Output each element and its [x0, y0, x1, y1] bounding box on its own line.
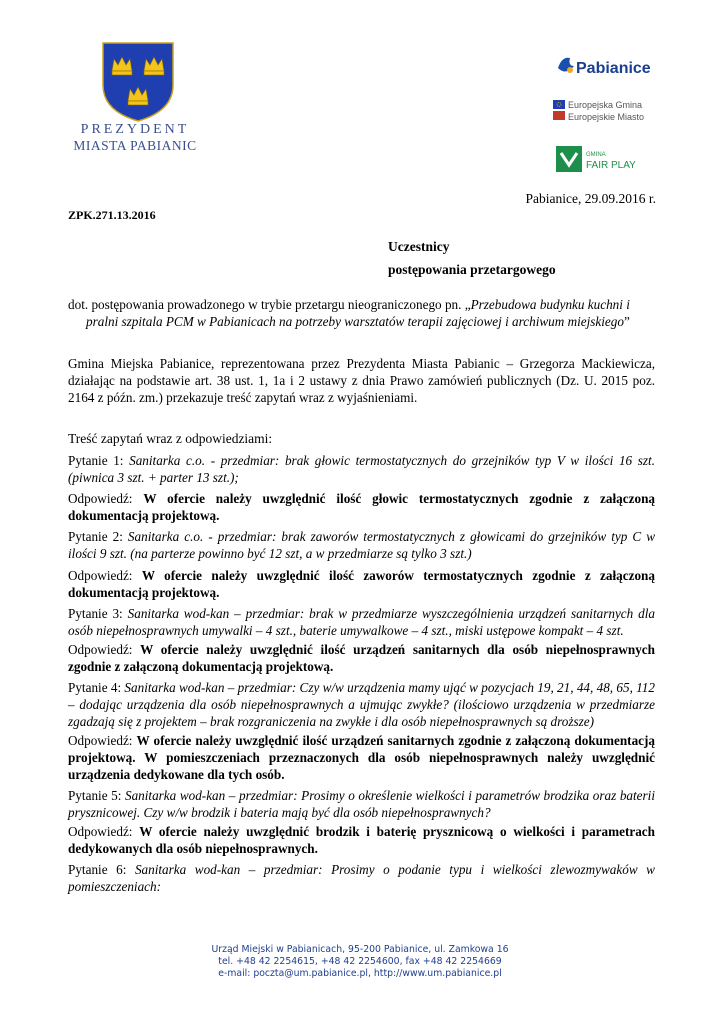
question: [68, 605, 655, 639]
question: [68, 861, 655, 895]
addressee-line2: postępowania przetargowego: [388, 262, 556, 277]
qa-item: [68, 679, 655, 783]
qa-list: [68, 452, 655, 899]
subject-title-part1: Przebudowa budynku kuchni i: [470, 297, 630, 312]
question-label: Pytanie 4:: [68, 680, 125, 695]
answer: [68, 732, 655, 783]
pabianice-logo: [556, 52, 656, 82]
qa-item: [68, 452, 655, 524]
president-heading: [40, 122, 230, 154]
page-footer: [160, 944, 560, 980]
answer: [68, 567, 655, 601]
footer-address: Urząd Miejski w Pabianicach, 95-200 Pabianice, ul. Zamkowa 16: [211, 944, 509, 955]
pabianice-coat-of-arms-icon: [101, 41, 175, 123]
question: [68, 679, 655, 730]
question-text: Sanitarka wod-kan – przedmiar: Prosimy o określenie wielkości i parametrów brodzika oraz baterii prysznicowej. Czy w/w brodzik i bateria mają być dla osób niepełnosprawnych?: [68, 788, 655, 820]
question-label: Pytanie 2:: [68, 529, 128, 544]
european-town-logo: [552, 98, 656, 128]
pabianice-logo-text: Pabianice: [576, 60, 651, 77]
qa-item: [68, 787, 655, 857]
footer-contact: e-mail: poczta@um.pabianice.pl, http://www.um.pabianice.pl: [218, 968, 502, 979]
qa-item: [68, 605, 655, 675]
question-text: Sanitarka c.o. - przedmiar: brak głowic termostatycznych do grzejników typ V w ilości 16 szt. (piwnica 3 szt. + parter 13 szt.);: [68, 453, 655, 485]
question-text: Sanitarka wod-kan – przedmiar: Czy w/w urządzenia mamy ująć w pozycjach 19, 21, 44, 48, 65, 112 – dodając urządzenia dla osób niepełnosprawnych a ujmując zwykłe? (ilościowo urządzenia w przedmiarze zgadzają się z projektem – brak rozgraniczenia na zwykłe i dla osób niepełnosprawnych są droższe): [68, 680, 655, 729]
qa-heading: Treść zapytań wraz z odpowiedziami:: [68, 431, 273, 446]
eu-logo-line1: Europejska Gmina: [568, 100, 643, 110]
letter-date: Pabianice, 29.09.2016 r.: [525, 191, 656, 206]
qa-item: [68, 528, 655, 601]
subject-title-part2: [68, 313, 655, 330]
intro-paragraph: Gmina Miejska Pabianice, reprezentowana przez Prezydenta Miasta Pabianic – Grzegorza Mackiewicza, działając na podstawie art. 38 ust. 1, 1a i 2 ustawy z dnia Prawo zamówień publicznych (Dz. U. 2015 poz. 2164 z późn. zm.) przekazuje treść zapytań wraz z wyjaśnieniami.: [68, 356, 655, 405]
question: [68, 528, 655, 562]
answer-label: Odpowiedź:: [68, 824, 140, 839]
question-label: Pytanie 3:: [68, 606, 128, 621]
qa-item: [68, 861, 655, 895]
question: [68, 787, 655, 821]
answer-text: W ofercie należy uwzględnić ilość urządzeń sanitarnych zgodnie z załączoną dokumentacją projektową. W pomieszczeniach przeznaczonych dla osób niepełnosprawnych należy uwzględnić urządzenia dedykowane dla tych osób.: [68, 733, 656, 782]
addressee-line1: Uczestnicy: [388, 239, 450, 254]
question-text: Sanitarka wod-kan – przedmiar: Prosimy o podanie typu i wielkości zlewozmywaków w pomieszczeniach:: [68, 862, 655, 894]
fair-play-icon: [555, 145, 655, 175]
question: [68, 452, 655, 486]
answer-text: W ofercie należy uwzględnić ilość urządzeń sanitarnych dla osób niepełnosprawnych zgodnie z załączoną dokumentacją projektową.: [68, 642, 655, 674]
question-label: Pytanie 6:: [68, 862, 135, 877]
question-label: Pytanie 1:: [68, 453, 130, 468]
answer-label: Odpowiedź:: [68, 642, 141, 657]
answer-label: Odpowiedź:: [68, 568, 142, 583]
subject-prefix: dot. postępowania prowadzonego w trybie przetargu nieograniczonego pn. „: [68, 297, 471, 312]
president-title: PREZYDENT: [80, 122, 190, 137]
fair-play-logo: [555, 145, 655, 175]
fair-play-line2: FAIR PLAY: [586, 160, 636, 171]
question-label: Pytanie 5:: [68, 788, 125, 803]
answer-text: W ofercie należy uwzględnić brodzik i baterię prysznicową o wielkości i parametrach dedykowanych dla osób niepełnosprawnych.: [68, 824, 655, 856]
subject-title-text: pralni szpitala PCM w Pabianicach na potrzeby warsztatów terapii zajęciowej i archiwum miejskiego: [86, 314, 624, 329]
eu-logo-line2: Europejskie Miasto: [568, 112, 645, 122]
answer-text: W ofercie należy uwzględnić ilość zaworów termostatycznych zgodnie z załączoną dokumentacją projektową.: [68, 568, 655, 600]
answer: [68, 490, 655, 524]
footer-phones: tel. +48 42 2254615, +48 42 2254600, fax +48 42 2254669: [218, 956, 502, 967]
answer-label: Odpowiedź:: [68, 733, 137, 748]
answer-label: Odpowiedź:: [68, 491, 144, 506]
subject-paragraph: [68, 296, 655, 330]
answer: [68, 823, 655, 857]
president-city: MIASTA PABIANIC: [73, 138, 197, 153]
question-text: Sanitarka c.o. - przedmiar: brak zaworów termostatycznych z głowicami do grzejników typ C w ilości 9 szt. (na parterze powinno być 12 szt, a w przedmiarze są tylko 3 szt.): [68, 529, 655, 561]
addressee: [388, 235, 556, 281]
fair-play-line1: GMINA: [586, 152, 606, 158]
subject-suffix: ”: [623, 314, 630, 329]
eu-flag-icon: [552, 98, 656, 128]
answer: [68, 641, 655, 675]
question-text: Sanitarka wod-kan – przedmiar: brak w przedmiarze wyszczególnienia urządzeń sanitarnych dla osób niepełnosprawnych umywalki – 4 szt., baterie umywalkowe – 4 szt., miski ustępowe kompakt – 4 szt.: [68, 606, 655, 638]
pabianice-logo-icon: [556, 52, 656, 82]
answer-text: W ofercie należy uwzględnić ilość głowic termostatycznych zgodnie z załączoną dokumentacją projektową.: [68, 491, 655, 523]
reference-number: ZPK.271.13.2016: [68, 208, 156, 222]
